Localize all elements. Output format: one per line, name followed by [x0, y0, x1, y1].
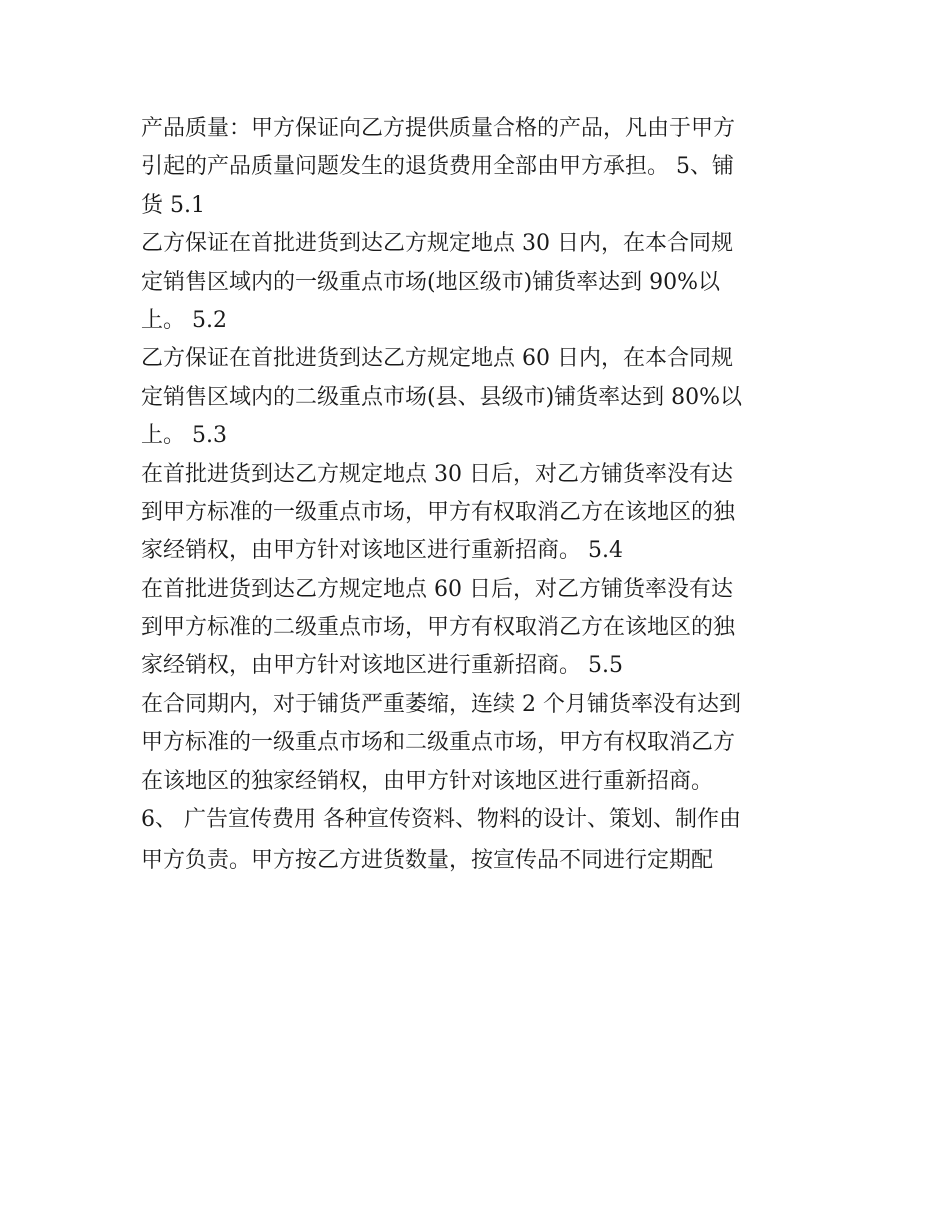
text-line: 上。 5.2: [141, 307, 227, 333]
contract-text: [141, 110, 821, 880]
text-line: 定销售区域内的二级重点市场(县、县级市)铺货率达到 80%以: [141, 384, 743, 410]
text-line: 甲方标准的一级重点市场和二级重点市场，甲方有权取消乙方: [141, 730, 736, 756]
text-line: 6、 广告宣传费用 各种宣传资料、物料的设计、策划、制作由: [141, 807, 741, 833]
text-line: 乙方保证在首批进货到达乙方规定地点 60 日内，在本合同规: [141, 346, 733, 372]
text-line: 上。 5.3: [141, 423, 227, 449]
text-line: 定销售区域内的一级重点市场(地区级市)铺货率达到 90%以: [141, 269, 721, 295]
text-line: 甲方负责。甲方按乙方进货数量，按宣传品不同进行定期配: [141, 848, 714, 874]
text-line: 引起的产品质量问题发生的退货费用全部由甲方承担。 5、铺: [141, 154, 734, 180]
text-line: 到甲方标准的一级重点市场，甲方有权取消乙方在该地区的独: [141, 499, 736, 525]
text-line: 家经销权，由甲方针对该地区进行重新招商。 5.4: [141, 538, 623, 564]
text-line: 在合同期内，对于铺货严重萎缩，连续 2 个月铺货率没有达到: [141, 691, 741, 717]
text-line: 在该地区的独家经销权，由甲方针对该地区进行重新招商。: [141, 768, 714, 794]
text-line: 货 5.1: [141, 192, 205, 218]
text-line: 在首批进货到达乙方规定地点 60 日后，对乙方铺货率没有达: [141, 576, 733, 602]
text-line: 乙方保证在首批进货到达乙方规定地点 30 日内，在本合同规: [141, 231, 733, 257]
text-line: 产品质量：甲方保证向乙方提供质量合格的产品，凡由于甲方: [141, 116, 736, 141]
text-line: 在首批进货到达乙方规定地点 30 日后，对乙方铺货率没有达: [141, 461, 733, 487]
text-line: 到甲方标准的二级重点市场，甲方有权取消乙方在该地区的独: [141, 615, 736, 641]
text-line: 家经销权，由甲方针对该地区进行重新招商。 5.5: [141, 653, 623, 679]
